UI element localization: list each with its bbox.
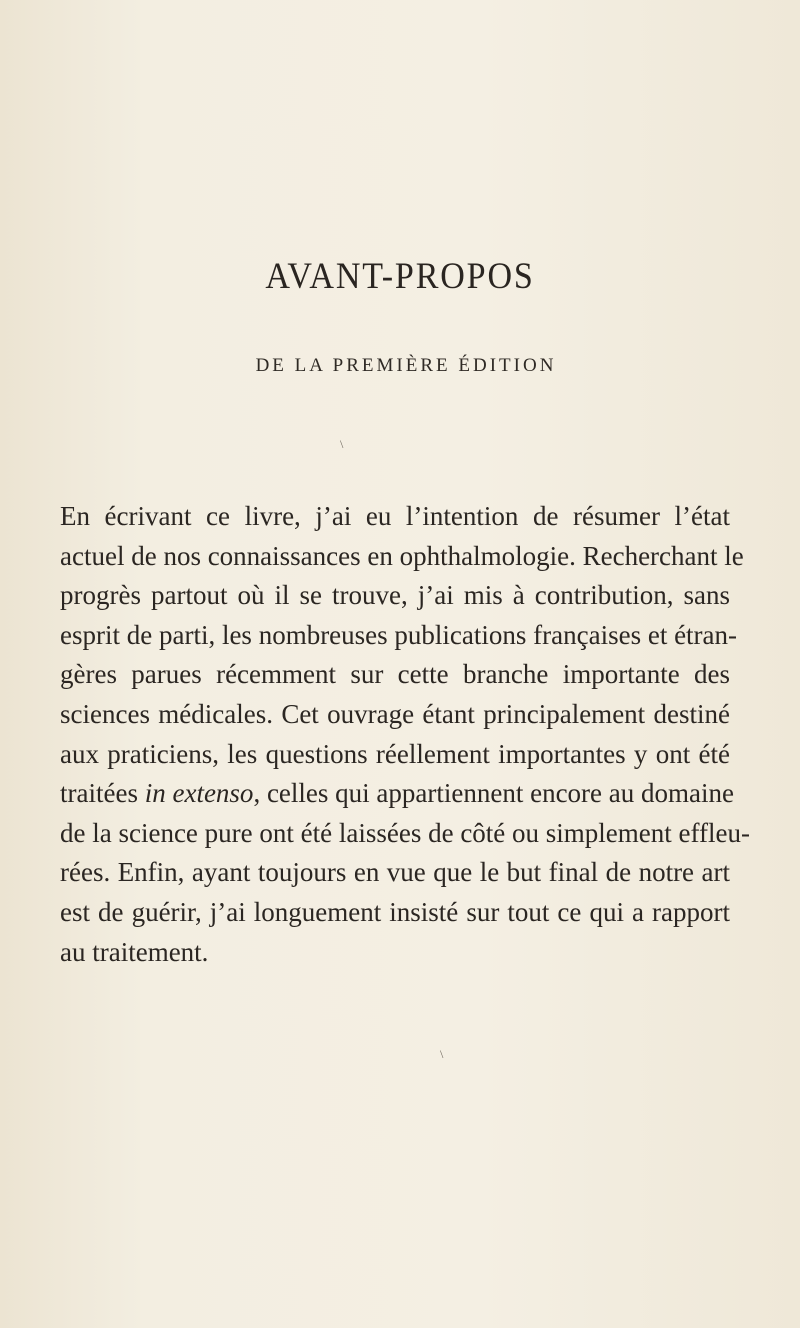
text-line: esprit de parti, les nombreuses publications françaises et étran- <box>60 619 738 650</box>
text-segment: , celles qui appartiennent encore au domaine <box>253 778 734 809</box>
stray-mark: \ <box>340 437 344 451</box>
text-segment: traitées <box>60 778 145 809</box>
text-line: gères parues récemment sur cette branche importante des <box>60 659 730 690</box>
text-line: En écrivant ce livre, j’ai eu l’intention de résumer l’état <box>60 501 730 531</box>
text-line: est de guérir, j’ai longuement insisté sur tout ce qui a rapport <box>60 896 730 927</box>
text-line: de la science pure ont été laissées de côté ou simplement effleu- <box>60 817 750 848</box>
text-line: progrès partout où il se trouve, j’ai mis à contribution, sans <box>60 580 730 611</box>
page-title: AVANT-PROPOS <box>265 256 535 297</box>
foreword-paragraph <box>60 497 750 972</box>
stray-mark: \ <box>440 1047 444 1061</box>
text-line-with-emphasis <box>60 774 734 814</box>
page-subtitle: DE LA PREMIÈRE ÉDITION <box>255 355 557 376</box>
text-line: rées. Enfin, ayant toujours en vue que le but final de notre art <box>60 857 730 888</box>
text-line: actuel de nos connaissances en ophthalmologie. Recherchant le <box>60 540 744 571</box>
text-line: au traitement. <box>60 936 209 967</box>
text-line: aux praticiens, les questions réellement importantes y ont été <box>60 738 730 769</box>
text-line: sciences médicales. Cet ouvrage étant principalement destiné <box>60 698 730 729</box>
emphasis-text: in extenso <box>144 778 254 809</box>
